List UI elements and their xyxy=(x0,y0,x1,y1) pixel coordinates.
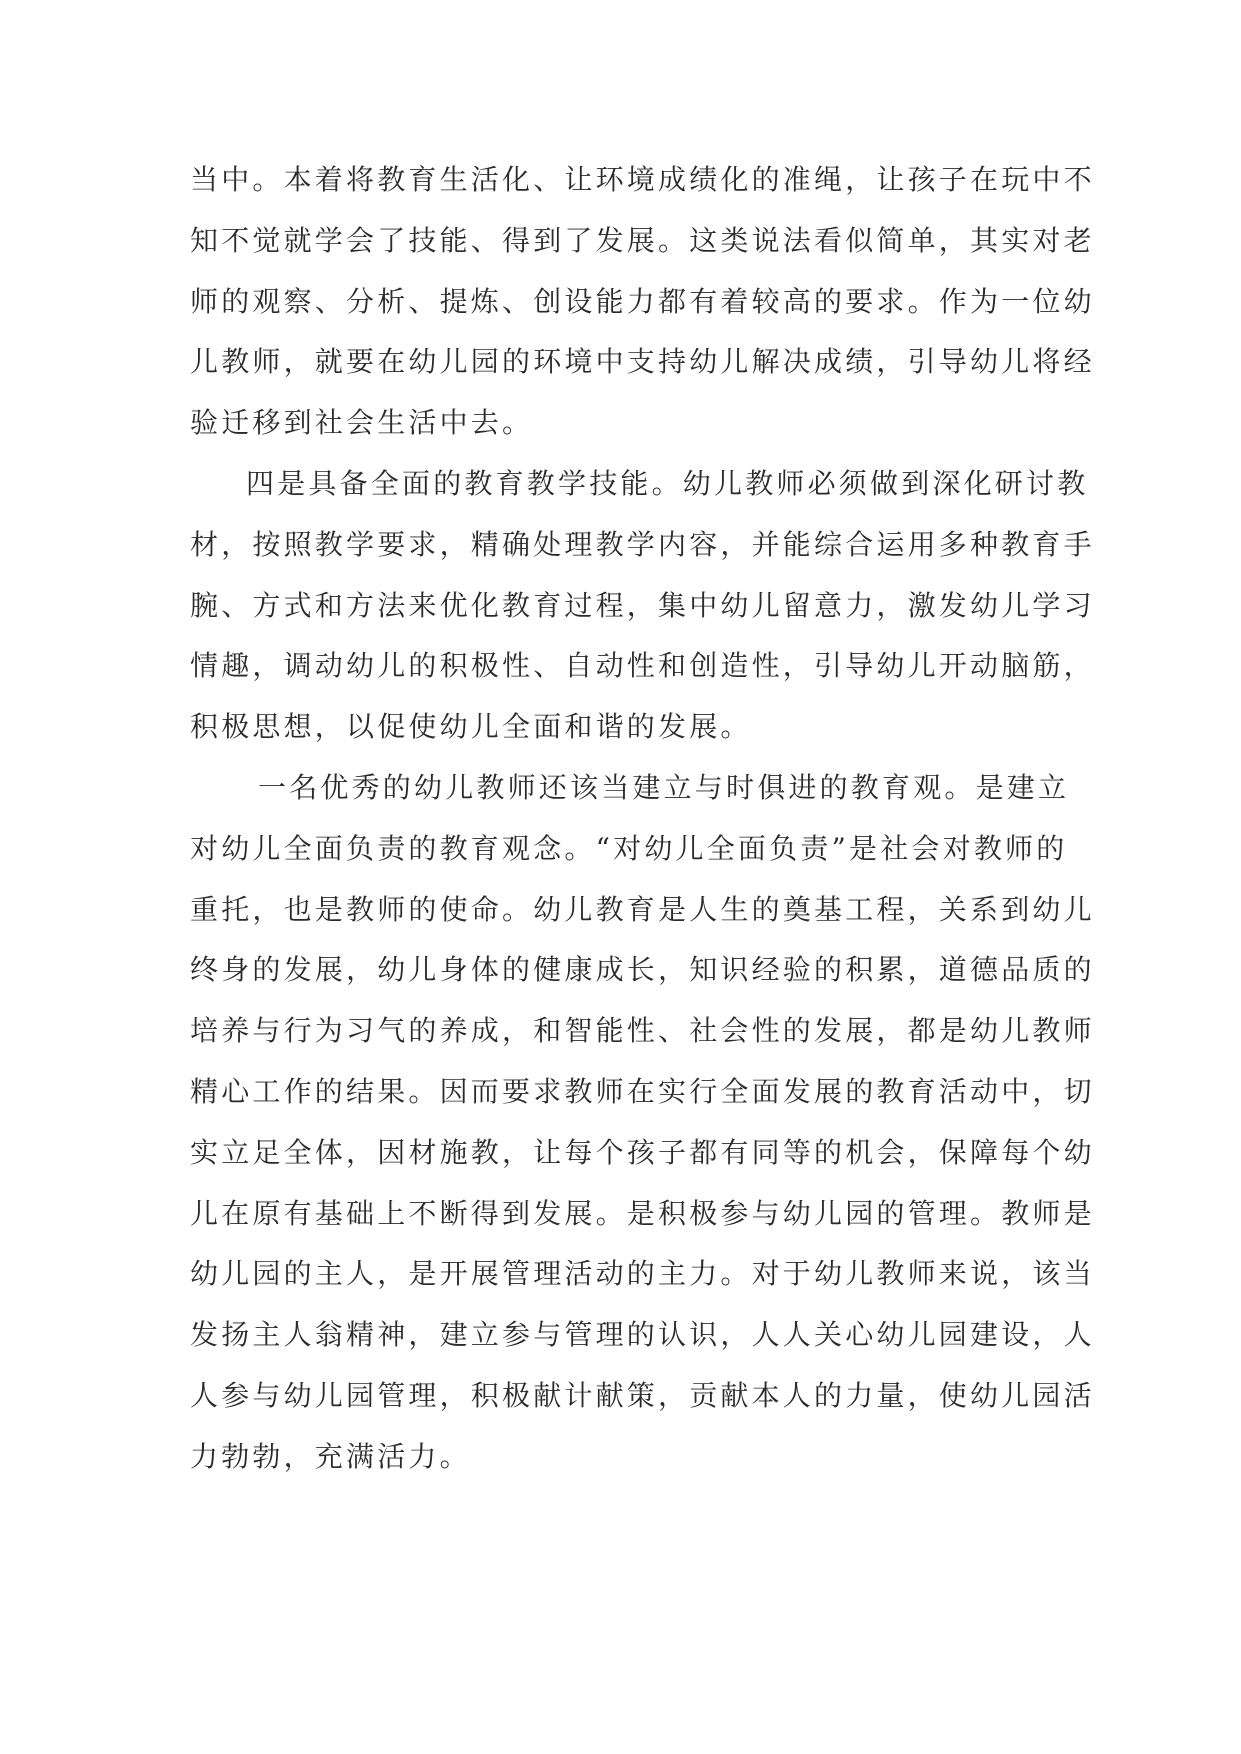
text-line: 幼儿园的主人，是开展管理活动的主力。对于幼儿教师来说，该当 xyxy=(190,1257,1095,1291)
paragraph-start-line: 四是具备全面的教育教学技能。幼儿教师必须做到深化研讨教 xyxy=(246,466,1089,500)
body-text xyxy=(190,150,1095,1488)
text-line: 力勃勃，充满活力。 xyxy=(190,1439,471,1473)
text-line: 师的观察、分析、提炼、创设能力都有着较高的要求。作为一位幼 xyxy=(190,284,1095,318)
text-line: 验迁移到社会生活中去。 xyxy=(190,406,534,440)
text-line: 终身的发展，幼儿身体的健康成长，知识经验的积累，道德品质的 xyxy=(190,953,1095,987)
text-line: 材，按照教学要求，精确处理教学内容，并能综合运用多种教育手 xyxy=(190,527,1095,561)
text-line: 精心工作的结果。因而要求教师在实行全面发展的教育活动中，切 xyxy=(190,1074,1095,1108)
text-line: 腕、方式和方法来优化教育过程，集中幼儿留意力，激发幼儿学习 xyxy=(190,588,1095,622)
text-line: 人参与幼儿园管理，积极献计献策，贡献本人的力量，使幼儿园活 xyxy=(190,1378,1095,1412)
text-line: 儿教师，就要在幼儿园的环境中支持幼儿解决成绩，引导幼儿将经 xyxy=(190,345,1095,379)
paragraph-start-line: 一名优秀的幼儿教师还该当建立与时俱进的教育观。是建立 xyxy=(258,770,1070,804)
text-line: 儿在原有基础上不断得到发展。是积极参与幼儿园的管理。教师是 xyxy=(190,1196,1095,1230)
text-line: 当中。本着将教育生活化、让环境成绩化的准绳，让孩子在玩中不 xyxy=(190,163,1095,196)
text-line: 实立足全体，因材施教，让每个孩子都有同等的机会，保障每个幼 xyxy=(190,1135,1095,1169)
text-line: 发扬主人翁精神，建立参与管理的认识，人人关心幼儿园建设，人 xyxy=(190,1318,1095,1352)
text-line: 积极思想，以促使幼儿全面和谐的发展。 xyxy=(190,710,752,744)
text-line: 知不觉就学会了技能、得到了发展。这类说法看似简单，其实对老 xyxy=(190,223,1095,257)
text-line: 对幼儿全面负责的教育观念。“对幼儿全面负责”是社会对教师的 xyxy=(190,831,1068,865)
text-line: 培养与行为习气的养成，和智能性、社会性的发展，都是幼儿教师 xyxy=(190,1014,1095,1048)
text-line: 情趣，调动幼儿的积极性、自动性和创造性，引导幼儿开动脑筋， xyxy=(190,649,1095,683)
text-line: 重托，也是教师的使命。幼儿教育是人生的奠基工程，关系到幼儿 xyxy=(190,892,1095,926)
